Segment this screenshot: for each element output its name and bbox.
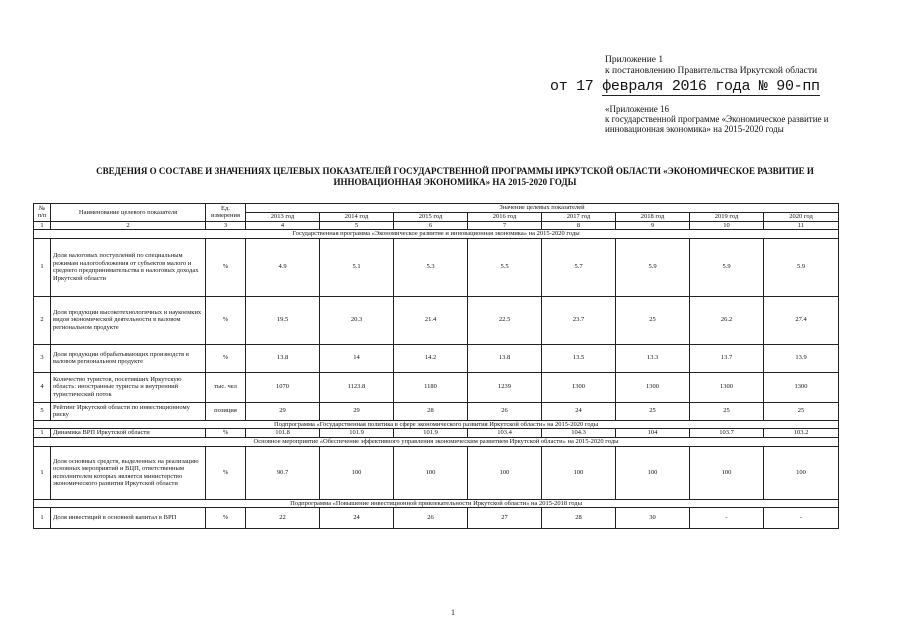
value-cell: 30	[616, 508, 690, 529]
value-cell: 13.3	[616, 344, 690, 372]
value-cell: 22	[246, 508, 320, 529]
indicator-name: Доля основных средств, выделенных на реализацию основных мероприятий и ВЦП, ответственным исполнителем которых является министерство экономического развития Иркутской области	[51, 446, 206, 499]
value-cell: 1070	[246, 372, 320, 402]
value-cell: 1180	[394, 372, 468, 402]
value-cell: 1300	[690, 372, 764, 402]
year-header: 2013 год	[246, 213, 320, 222]
section-title: Подпрограмма «Повышение инвестиционной привлекательности Иркутской области» на 2015-2018 годы	[34, 499, 839, 508]
table-row	[34, 296, 839, 344]
value-cell: 26	[394, 508, 468, 529]
value-cell: 100	[468, 446, 542, 499]
section-title: Государственная программа «Экономическое развитие и инновационная экономика» на 2015-2020 годы	[34, 230, 839, 239]
row-number: 2	[34, 296, 51, 344]
value-cell: 24	[542, 402, 616, 420]
value-cell: 22.5	[468, 296, 542, 344]
table-row	[34, 446, 839, 499]
value-cell: 1300	[616, 372, 690, 402]
column-number: 1	[34, 221, 51, 230]
indicator-name: Доля продукции высокотехнологичных и наукоемких видов экономической деятельности в валовом региональном продукте	[51, 296, 206, 344]
row-number: 1	[34, 238, 51, 296]
value-cell: 4.9	[246, 238, 320, 296]
value-cell: 28	[394, 402, 468, 420]
value-cell: 25	[764, 402, 839, 420]
indicator-name: Динамика ВРП Иркутской области	[51, 429, 206, 438]
unit-cell: %	[206, 238, 246, 296]
appendix-line: Приложение 1	[605, 55, 664, 65]
value-cell: 13.8	[468, 344, 542, 372]
row-number: 5	[34, 402, 51, 420]
table-row	[34, 508, 839, 529]
indicators-table	[33, 203, 839, 529]
value-cell: 24	[320, 508, 394, 529]
header-num: № п/п	[34, 204, 51, 222]
value-cell: 21.4	[394, 296, 468, 344]
section-row	[34, 438, 839, 447]
column-number: 10	[690, 221, 764, 230]
row-number: 1	[34, 508, 51, 529]
value-cell: 101.9	[320, 429, 394, 438]
value-cell: 1239	[468, 372, 542, 402]
header-unit: Ед. измерения	[206, 204, 246, 222]
table-row	[34, 238, 839, 296]
value-cell: 103.7	[690, 429, 764, 438]
table-row	[34, 372, 839, 402]
value-cell: -	[764, 508, 839, 529]
column-number: 2	[51, 221, 206, 230]
section-row	[34, 230, 839, 239]
value-cell: 1123.8	[320, 372, 394, 402]
value-cell: 20.3	[320, 296, 394, 344]
indicator-name: Доля инвестиций в основной капитал в ВРП	[51, 508, 206, 529]
column-number: 7	[468, 221, 542, 230]
value-cell: 29	[246, 402, 320, 420]
value-cell: 101.8	[246, 429, 320, 438]
value-cell: 100	[394, 446, 468, 499]
value-cell: 26	[468, 402, 542, 420]
header-name: Наименование целевого показателя	[51, 204, 206, 222]
unit-cell: %	[206, 429, 246, 438]
page-number: 1	[451, 608, 455, 617]
value-cell: 23.7	[542, 296, 616, 344]
section-title: Подпрограмма «Государственная политика в сфере экономического развития Иркутской области» на 2015-2020 годы	[34, 420, 839, 429]
value-cell: 14.2	[394, 344, 468, 372]
value-cell: 104.3	[542, 429, 616, 438]
year-header: 2019 год	[690, 213, 764, 222]
value-cell: 100	[764, 446, 839, 499]
value-cell: 100	[320, 446, 394, 499]
section-row	[34, 420, 839, 429]
resolution-line: к постановлению Правительства Иркутской области	[605, 66, 818, 76]
indicator-name: Доля налоговых поступлений по специальным режимам налогообложения от субъектов малого и среднего предпринимательства в налоговых доходах Иркутской области	[51, 238, 206, 296]
value-cell: 25	[690, 402, 764, 420]
column-number: 11	[764, 221, 839, 230]
value-cell: -	[690, 508, 764, 529]
indicator-name: Рейтинг Иркутской области по инвестиционному риску	[51, 402, 206, 420]
table-row	[34, 402, 839, 420]
row-number: 4	[34, 372, 51, 402]
value-cell: 13.9	[764, 344, 839, 372]
column-number: 4	[246, 221, 320, 230]
value-cell: 100	[616, 446, 690, 499]
row-number: 3	[34, 344, 51, 372]
column-number: 6	[394, 221, 468, 230]
appendix16-header	[605, 104, 835, 134]
unit-cell: %	[206, 508, 246, 529]
appendix16-line: «Приложение 16	[605, 104, 670, 114]
value-cell: 1300	[542, 372, 616, 402]
date-stamp-prefix: от 17	[550, 78, 594, 95]
value-cell: 5.1	[320, 238, 394, 296]
column-number: 5	[320, 221, 394, 230]
row-number: 1	[34, 429, 51, 438]
section-row	[34, 499, 839, 508]
value-cell: 19.5	[246, 296, 320, 344]
column-number: 8	[542, 221, 616, 230]
value-cell: 5.3	[394, 238, 468, 296]
header-values: Значение целевых показателей	[246, 204, 839, 213]
value-cell: 101.9	[394, 429, 468, 438]
value-cell: 5.9	[616, 238, 690, 296]
year-header: 2017 год	[542, 213, 616, 222]
value-cell: 25	[616, 402, 690, 420]
value-cell: 14	[320, 344, 394, 372]
value-cell: 26.2	[690, 296, 764, 344]
value-cell: 13.5	[542, 344, 616, 372]
value-cell: 90.7	[246, 446, 320, 499]
value-cell: 5.5	[468, 238, 542, 296]
value-cell: 13.8	[246, 344, 320, 372]
resolution-header	[550, 55, 900, 95]
value-cell: 25	[616, 296, 690, 344]
column-number: 3	[206, 221, 246, 230]
year-header: 2018 год	[616, 213, 690, 222]
value-cell: 103.2	[764, 429, 839, 438]
value-cell: 100	[542, 446, 616, 499]
row-number: 1	[34, 446, 51, 499]
value-cell: 104	[616, 429, 690, 438]
value-cell: 5.9	[690, 238, 764, 296]
table-row	[34, 429, 839, 438]
unit-cell: тыс. чел	[206, 372, 246, 402]
column-number: 9	[616, 221, 690, 230]
date-stamp-value: февраля 2016 года № 90-пп	[602, 78, 820, 95]
value-cell: 5.9	[764, 238, 839, 296]
unit-cell: позиция	[206, 402, 246, 420]
value-cell: 27.4	[764, 296, 839, 344]
year-header: 2014 год	[320, 213, 394, 222]
value-cell: 103.4	[468, 429, 542, 438]
value-cell: 100	[690, 446, 764, 499]
unit-cell: %	[206, 344, 246, 372]
year-header: 2015 год	[394, 213, 468, 222]
value-cell: 27	[468, 508, 542, 529]
section-title: Основное мероприятие «Обеспечение эффективного управления экономическим развитием Иркутской области» на 2015-2020 годы	[34, 438, 839, 447]
document-title: СВЕДЕНИЯ О СОСТАВЕ И ЗНАЧЕНИЯХ ЦЕЛЕВЫХ ПОКАЗАТЕЛЕЙ ГОСУДАРСТВЕННОЙ ПРОГРАММЫ ИРКУТСКОЙ ОБЛАСТИ «ЭКОНОМИЧЕСКОЕ РАЗВИТИЕ И ИННОВАЦИОННАЯ ЭКОНОМИКА» НА 2015-2020 ГОДЫ	[96, 166, 814, 187]
year-header: 2016 год	[468, 213, 542, 222]
date-stamp	[550, 79, 900, 95]
value-cell: 1300	[764, 372, 839, 402]
value-cell: 5.7	[542, 238, 616, 296]
value-cell: 28	[542, 508, 616, 529]
indicator-name: Доля продукции обрабатывающих производств в валовом региональном продукте	[51, 344, 206, 372]
year-header: 2020 год	[764, 213, 839, 222]
unit-cell: %	[206, 296, 246, 344]
table-row	[34, 344, 839, 372]
value-cell: 29	[320, 402, 394, 420]
appendix16-text: к государственной программе «Экономическое развитие и инновационная экономика» на 2015-2020 годы	[605, 114, 829, 134]
indicator-name: Количество туристов, посетивших Иркутскую область: иностранные туристы и внутренний туристический поток	[51, 372, 206, 402]
unit-cell: %	[206, 446, 246, 499]
value-cell: 13.7	[690, 344, 764, 372]
